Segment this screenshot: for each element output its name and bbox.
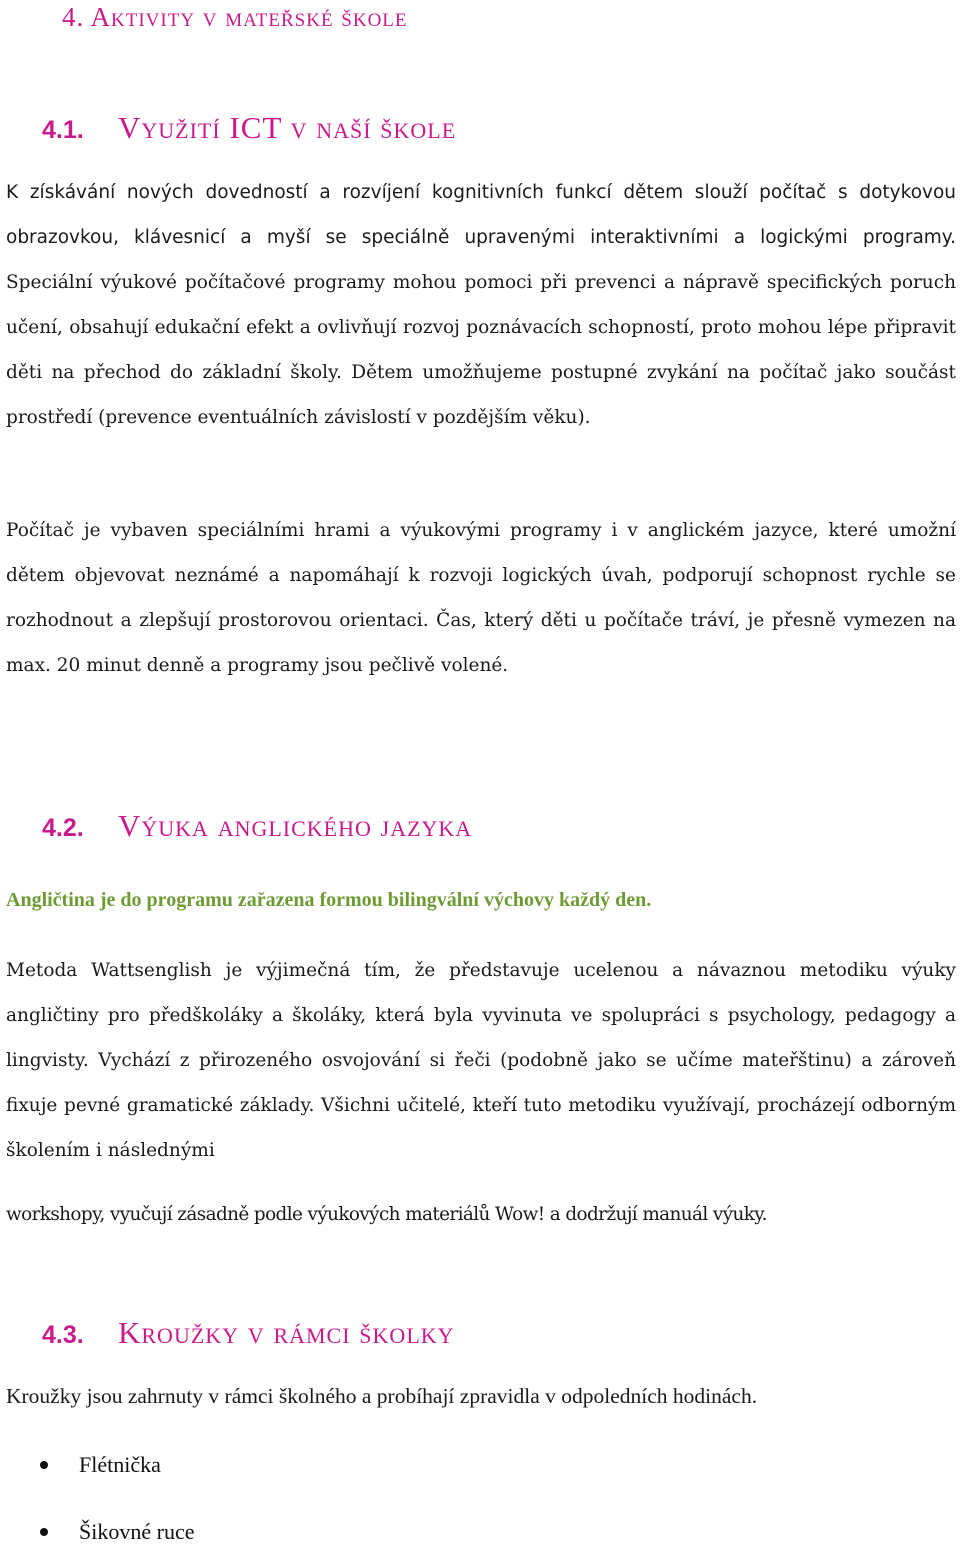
english-highlight: Angličtina je do programu zařazena formou bilingvální výchovy každý den. [6,889,652,911]
clubs-intro: Kroužky jsou zahrnuty v rámci školného a probíhají zpravidla v odpoledních hodinách. [6,1384,758,1408]
english-paragraph-1: Metoda Wattsenglish je výjimečná tím, že představuje ucelenou a návaznou metodiku výuky angličtiny pro předškoláky a školáky, která byla vyvinuta ve spolupráci s psychology, pedagogy a lingvisty. Vychází z přirozeného osvojování si řeči (podobně jako se učíme mateřštinu) a zároveň fixuje pevné gramatické základy. Všichni učitelé, kteří tuto metodiku využívají, procházejí odborným školením i následnými [6,960,956,1161]
section-title: Využití ICT v naší škole [118,110,457,145]
english-paragraph-2: workshopy, vyučují zásadně podle výukových materiálů Wow! a dodržují manuál výuky. [6,1204,767,1225]
list-item [40,1450,161,1480]
ict-paragraph-1-body: Speciální výukové počítačové programy mohou pomoci při prevenci a nápravě specifických poruch učení, obsahují edukační efekt a ovlivňují rozvoj poznávacích schopností, proto mohou lépe připravit děti na přechod do základní školy. Dětem umožňujeme postupné zvykání na počítač jako součást prostředí (prevence eventuálních závislostí v pozdějším věku). [6,272,956,428]
ict-paragraph-1-intro: K získávání nových dovedností a rozvíjení kognitivních funkcí dětem slouží počítač s dotykovou obrazovkou, klávesnicí a myší se speciálně upravenými interaktivními a logickými programy. [6,182,956,248]
bullet-icon [40,1461,48,1469]
bullet-icon [40,1528,48,1536]
list-item [40,1517,194,1547]
list-item-label: Šikovné ruce [79,1519,195,1544]
section-number: 4.1. [42,116,84,144]
list-item-label: Flétnička [79,1452,161,1477]
section-number: 4.3. [42,1321,84,1349]
section-heading-ict [42,110,456,146]
ict-paragraph-1 [6,170,956,440]
section-heading-clubs [42,1315,455,1351]
section-title: Kroužky v rámci školky [118,1315,455,1350]
ict-paragraph-2: Počítač je vybaven speciálními hrami a výukovými programy i v anglickém jazyce, které umožní dětem objevovat neznámé a napomáhají k rozvoji logických úvah, podporují schopnost rychle se rozhodnout a zlepšují prostorovou orientaci. Čas, který děti u počítače tráví, je přesně vymezen na max. 20 minut denně a programy jsou pečlivě volené. [6,520,956,676]
chapter-title: 4. Aktivity v mateřské škole [62,2,408,32]
section-number: 4.2. [42,814,84,842]
section-heading-english [42,808,472,844]
section-title: Výuka anglického jazyka [118,808,473,843]
